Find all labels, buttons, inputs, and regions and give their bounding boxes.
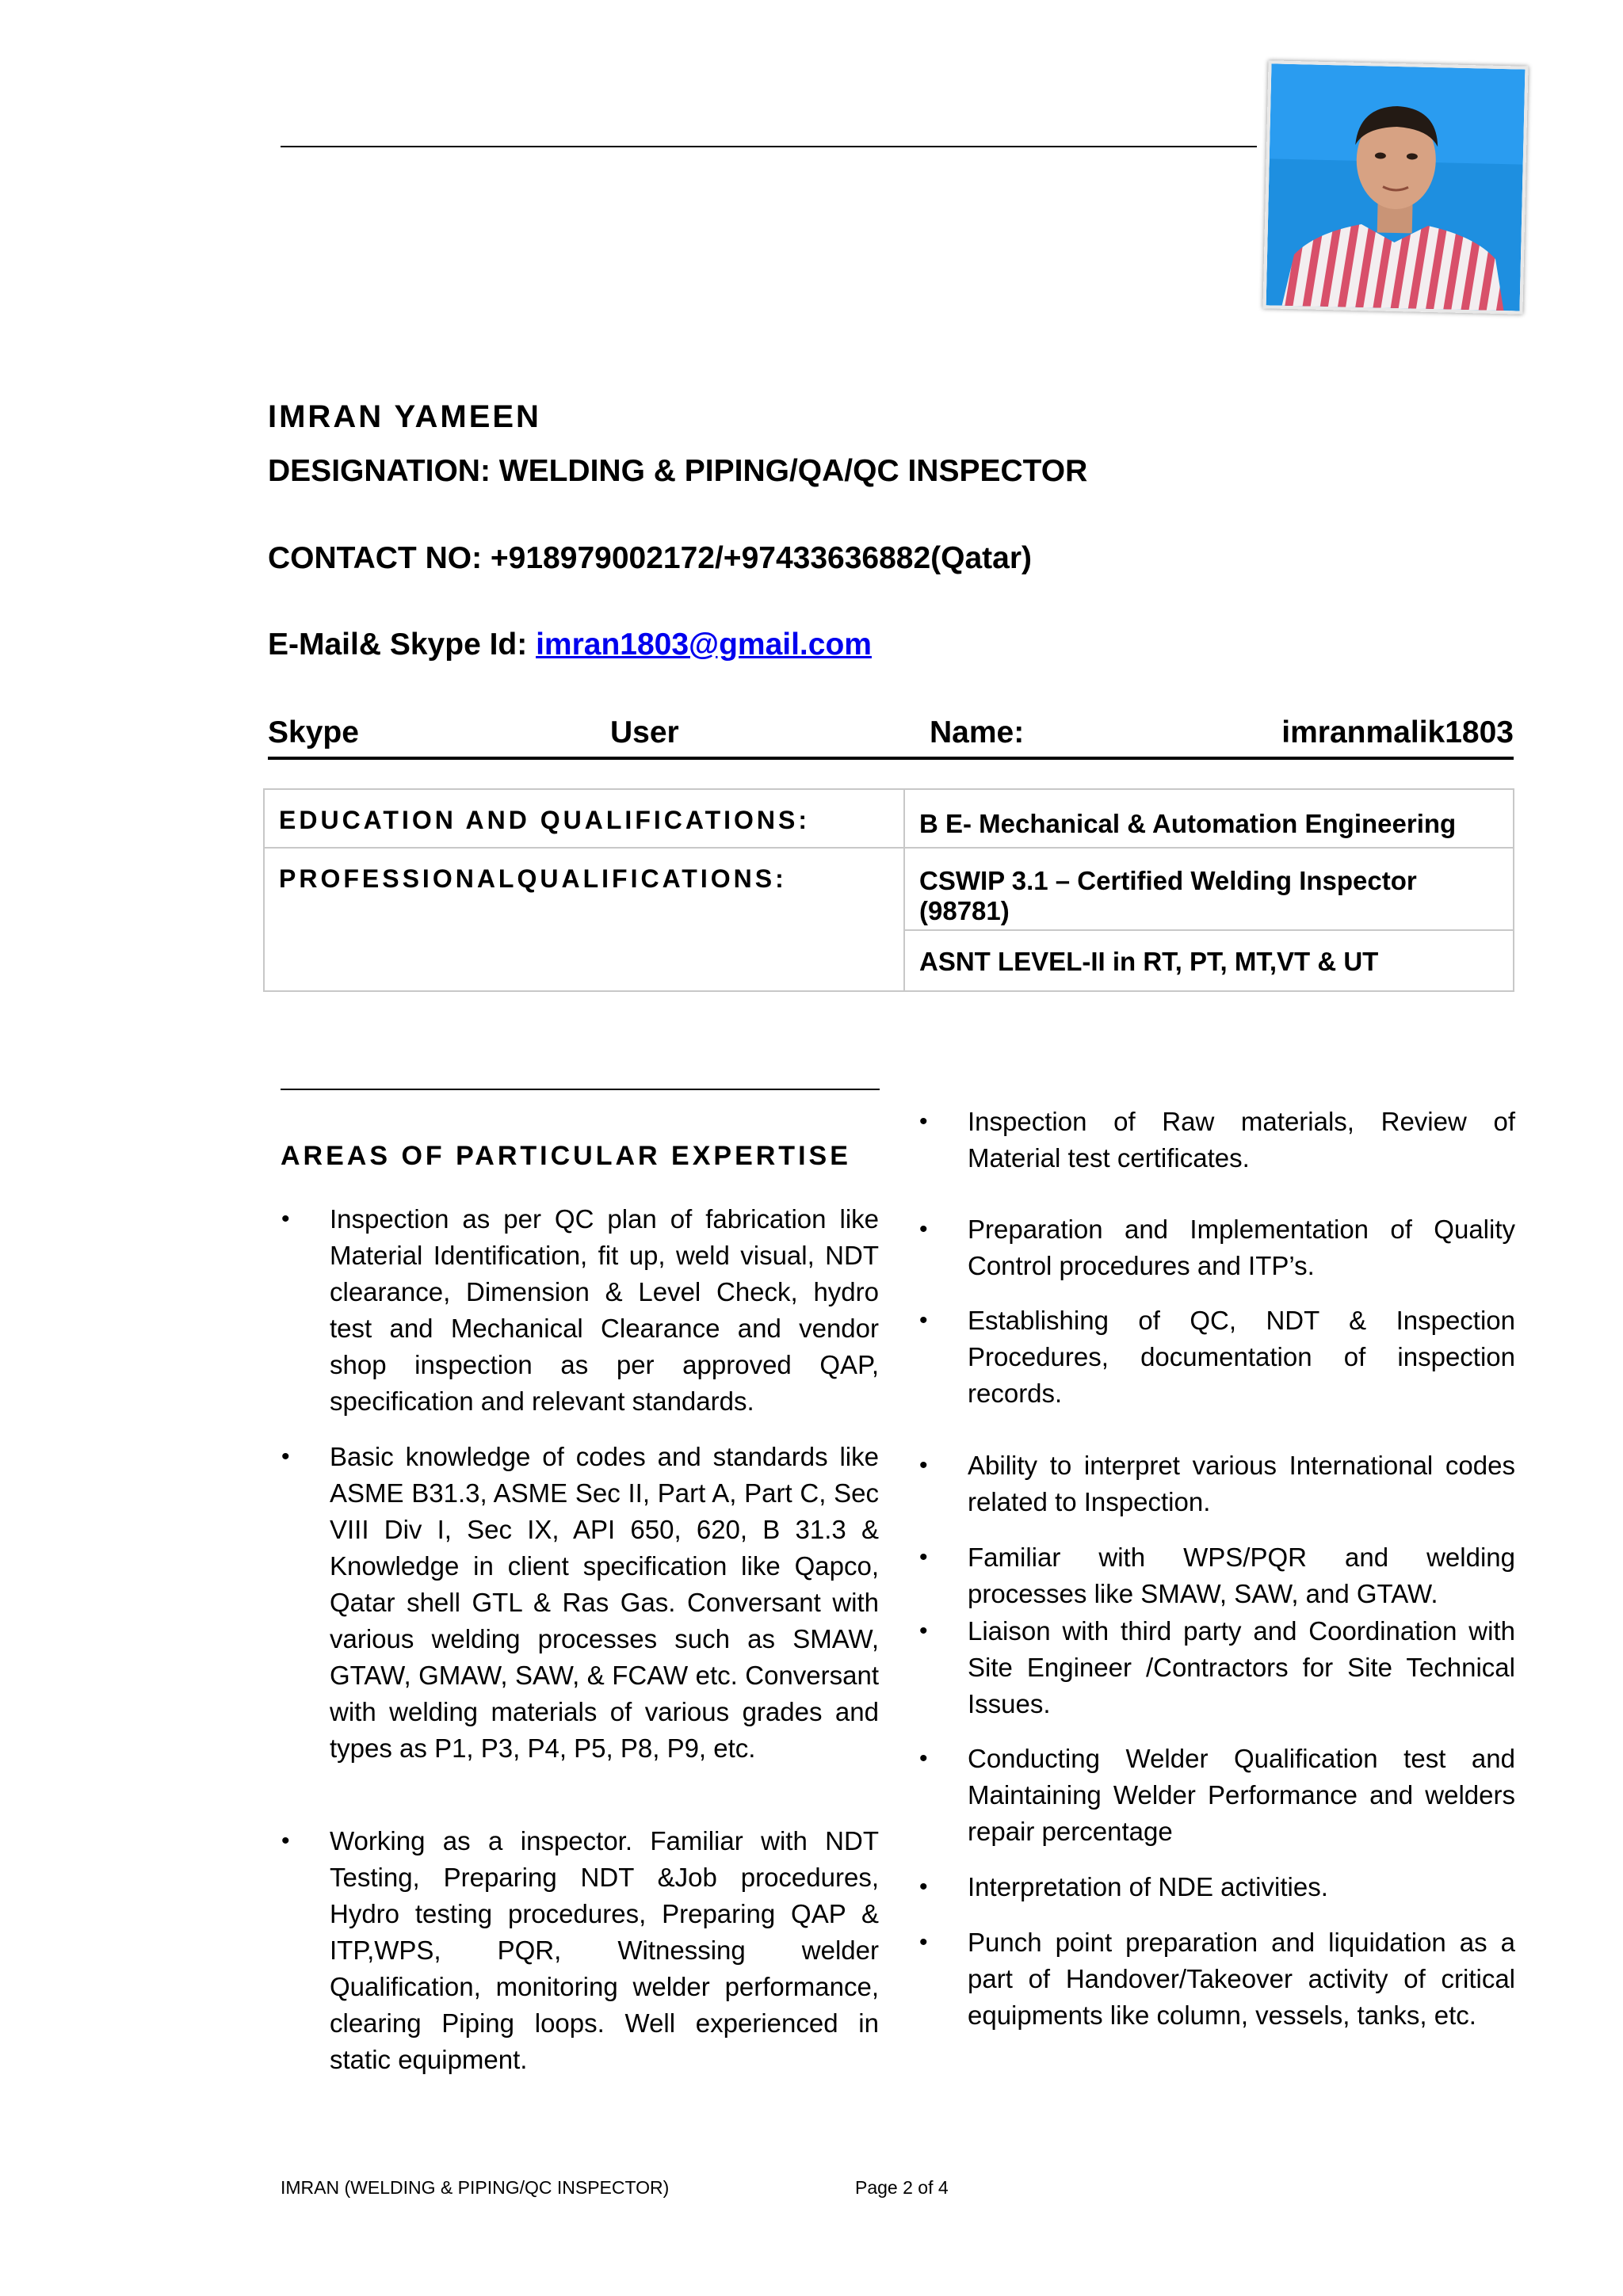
table-row [264, 789, 1514, 848]
contact-number: CONTACT NO: +918979002172/+97433636882(Qatar) [268, 541, 1033, 575]
section-rule [281, 1089, 880, 1090]
candidate-name: IMRAN YAMEEN [268, 399, 541, 434]
skype-row [268, 715, 1514, 760]
expertise-heading: AREAS OF PARTICULAR EXPERTISE [281, 1141, 851, 1171]
professional-value-asnt: ASNT LEVEL-II in RT, PT, MT,VT & UT [904, 930, 1514, 991]
qualifications-table [263, 788, 1514, 992]
email-link[interactable]: imran1803@gmail.com [536, 627, 872, 662]
skype-username: imranmalik1803 [1281, 715, 1514, 749]
expertise-item-right-4: • Ability to interpret various International codes related to Inspection. [968, 1447, 1515, 1520]
expertise-item-right-2: • Preparation and Implementation of Quality Control procedures and ITP’s. [968, 1211, 1515, 1284]
skype-word-1: Skype [268, 715, 359, 749]
table-row [264, 848, 1514, 930]
expertise-item-right-9: • Punch point preparation and liquidation as a part of Handover/Takeover activity of critical equipments like column, vessels, tanks, etc. [968, 1924, 1515, 2034]
designation: DESIGNATION: WELDING & PIPING/QA/QC INSPECTOR [268, 454, 1088, 488]
professional-label: PROFESSIONALQUALIFICATIONS: [264, 848, 904, 991]
expertise-item-right-7: • Conducting Welder Qualification test and Maintaining Welder Performance and welders repair percentage [968, 1741, 1515, 1850]
expertise-item-right-5: • Familiar with WPS/PQR and welding processes like SMAW, SAW, and GTAW. [968, 1539, 1515, 1612]
education-label: EDUCATION AND QUALIFICATIONS: [264, 789, 904, 848]
expertise-item-right-8: • Interpretation of NDE activities. [968, 1869, 1515, 1905]
education-value: B E- Mechanical & Automation Engineering [904, 789, 1514, 848]
expertise-item-left-3: • Working as a inspector. Familiar with NDT Testing, Preparing NDT &Job procedures, Hydro testing procedures, Preparing QAP & ITP,WPS, PQR, Witnessing welder Qualification, monitoring welder performance, clearing Piping loops. Well experienced in static equipment. [330, 1823, 879, 2078]
expertise-item-left-2: • Basic knowledge of codes and standards like ASME B31.3, ASME Sec II, Part A, Part C, Sec VIII Div I, Sec IX, API 650, 620, B 31.3 & Knowledge in client specification like Qapco, Qatar shell GTL & Ras Gas. Conversant with various welding processes such as SMAW, GTAW, GMAW, SAW, & FCAW etc. Conversant with welding materials of various grades and types as P1, P3, P4, P5, P8, P9, etc. [330, 1439, 879, 1767]
email-label: E-Mail& Skype Id: [268, 627, 537, 662]
expertise-item-right-3: • Establishing of QC, NDT & Inspection Procedures, documentation of inspection records. [968, 1302, 1515, 1412]
skype-word-3: Name: [930, 715, 1025, 749]
expertise-item-right-6: • Liaison with third party and Coordination with Site Engineer /Contractors for Site Technical Issues. [968, 1613, 1515, 1722]
professional-value-cswip: CSWIP 3.1 – Certified Welding Inspector (98781) [904, 848, 1514, 930]
expertise-item-left-1: • Inspection as per QC plan of fabrication like Material Identification, fit up, weld visual, NDT clearance, Dimension & Level Check, hydro test and Mechanical Clearance and vendor shop inspection as per approved QAP, specification and relevant standards. [330, 1201, 879, 1420]
expertise-item-right-1: • Inspection of Raw materials, Review of Material test certificates. [968, 1104, 1515, 1177]
header-rule [281, 146, 1257, 147]
profile-photo [1262, 60, 1528, 314]
skype-word-2: User [610, 715, 679, 749]
footer-label: IMRAN (WELDING & PIPING/QC INSPECTOR) [281, 2177, 670, 2198]
email-line [268, 627, 872, 662]
page-number: Page 2 of 4 [855, 2177, 949, 2198]
